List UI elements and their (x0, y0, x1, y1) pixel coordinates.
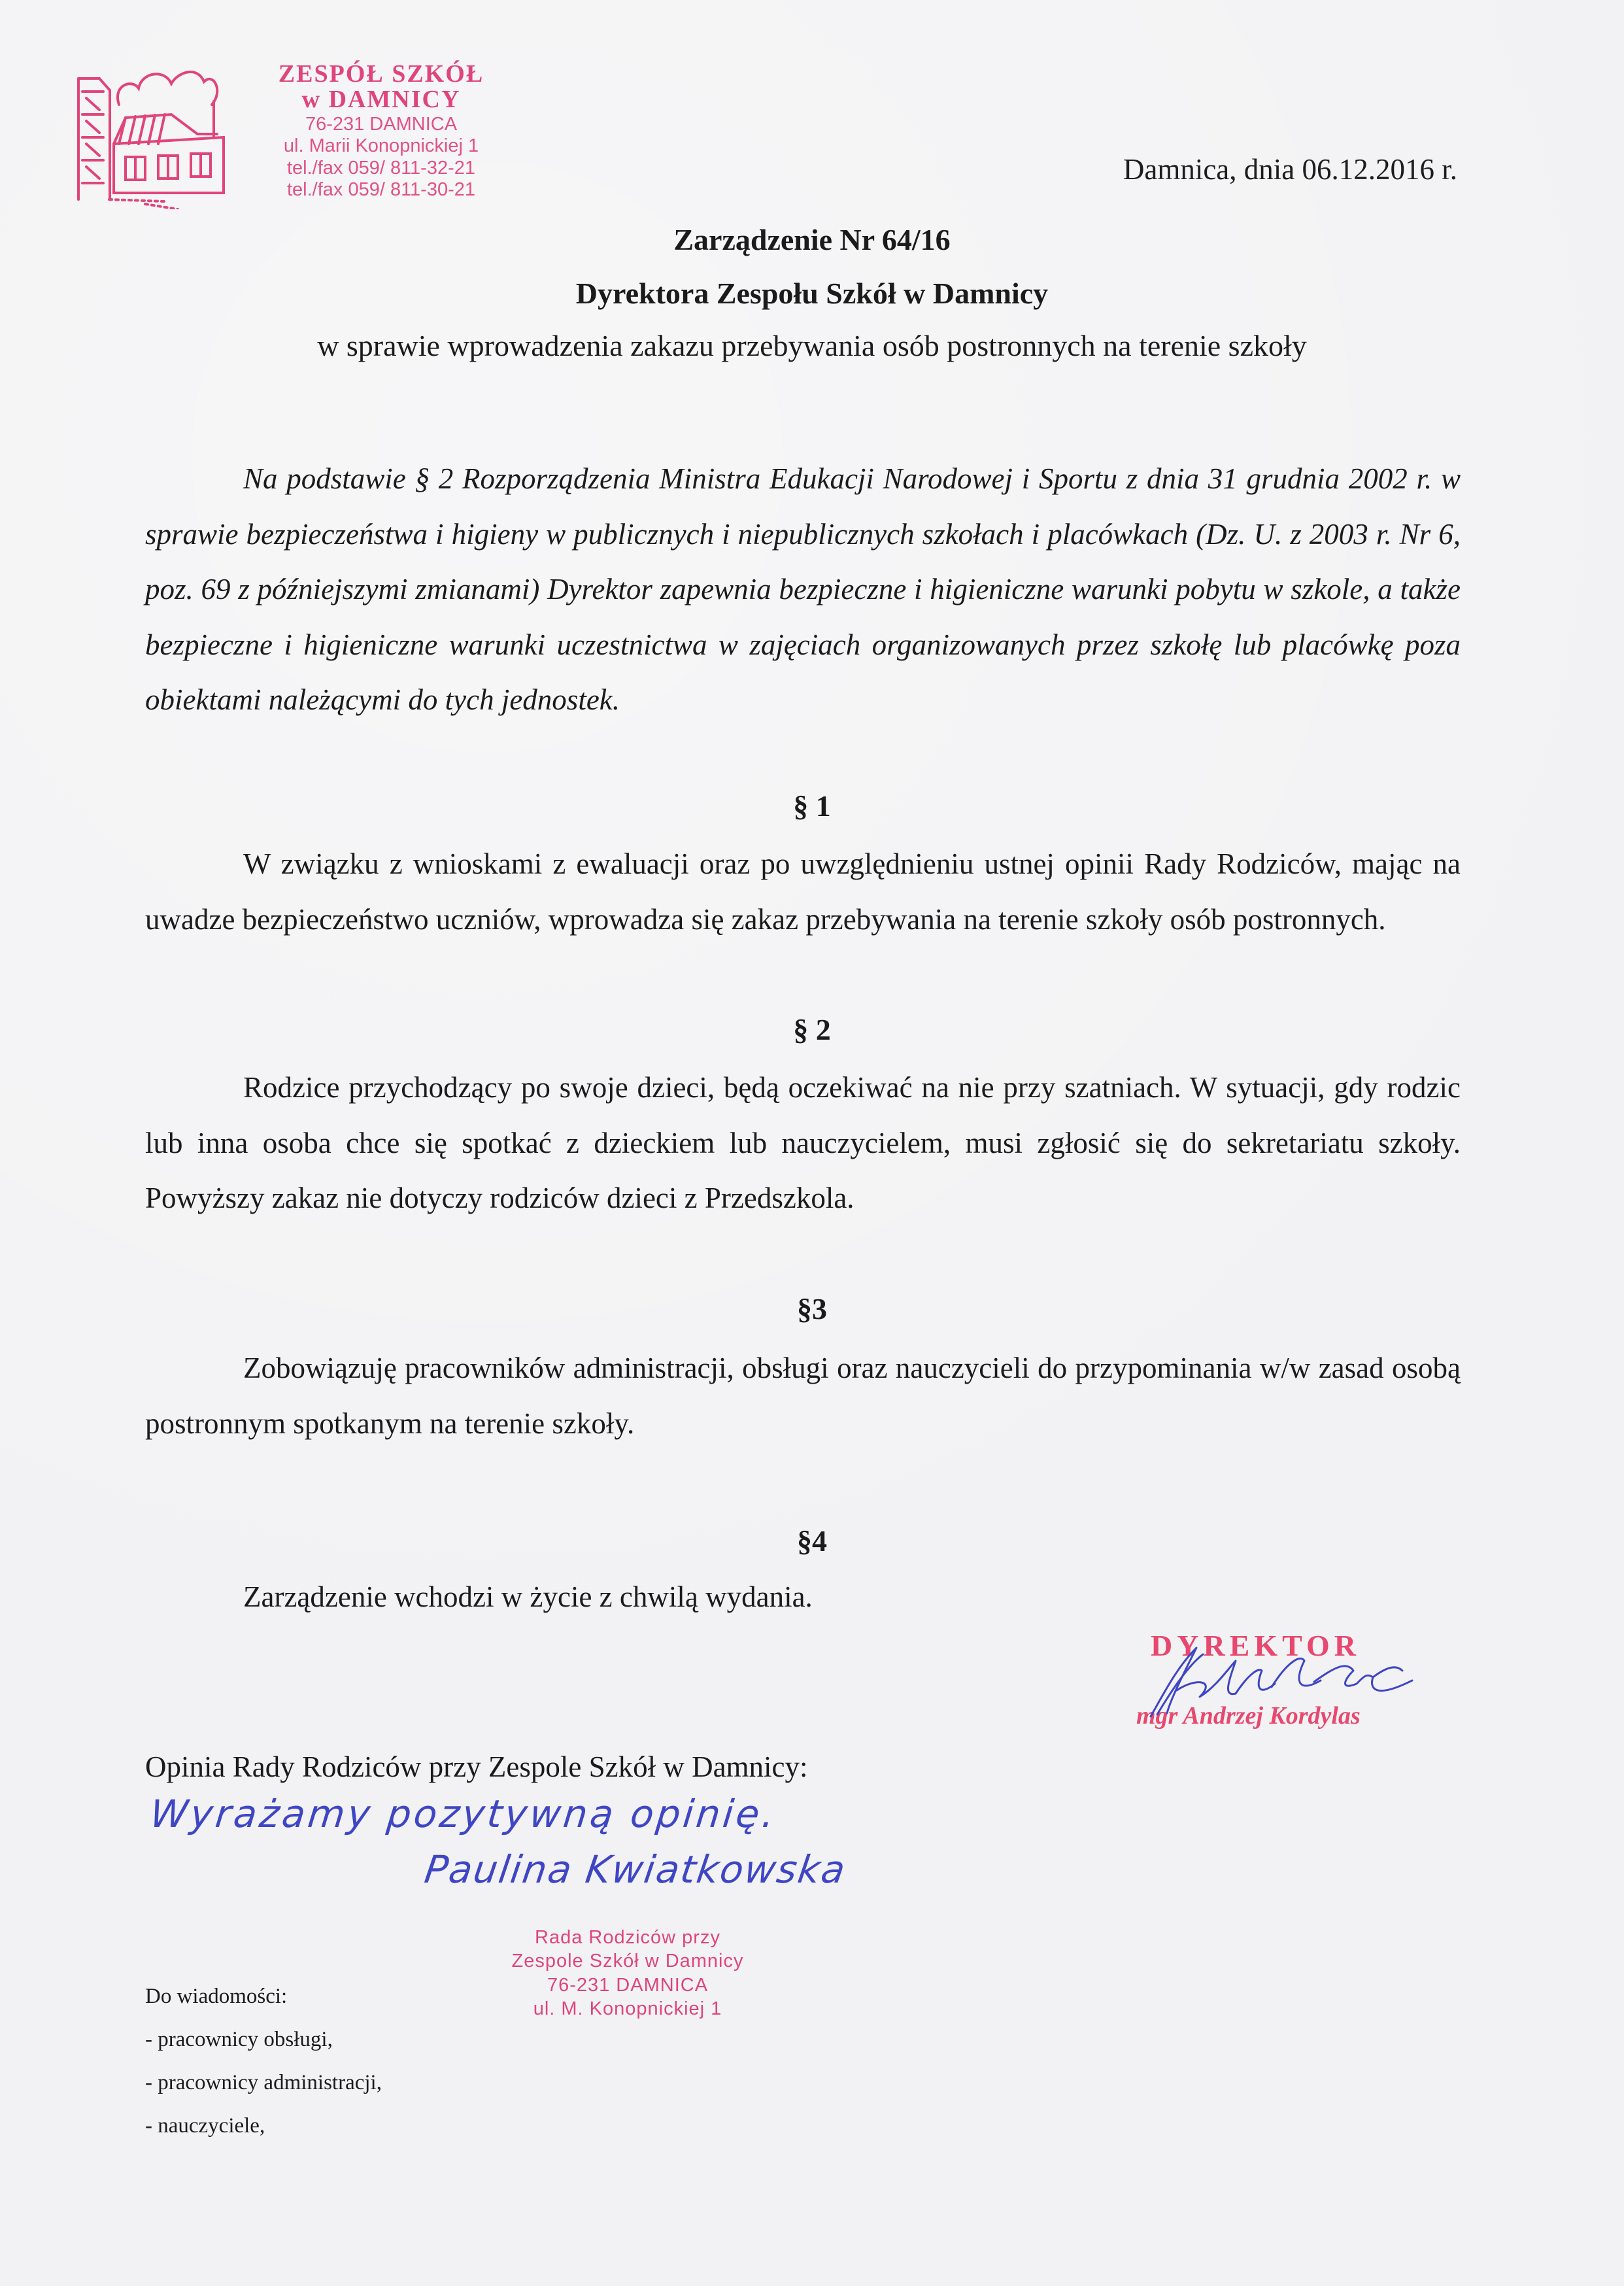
opinion-label: Opinia Rady Rodziców przy Zespole Szkół w Damnicy: (145, 1750, 808, 1783)
stamp-postal: 76-231 DAMNICA (305, 113, 458, 135)
section-3-text: Zobowiązuję pracowników administracji, obsługi oraz nauczycieli do przypominania w/w zasad osobą postronnym spotkanym na terenie szkoły. (145, 1352, 1461, 1440)
council-stamp-line-3: 76-231 DAMNICA (547, 1974, 709, 1996)
parents-council-stamp (484, 1926, 771, 2021)
section-4-text: Zarządzenie wchodzi w życie z chwilą wydania. (243, 1580, 813, 1613)
stamp-phone-2: tel./fax 059/ 811-30-21 (286, 179, 476, 201)
section-3 (145, 1340, 1461, 1451)
school-building-icon (73, 52, 230, 209)
section-4 (145, 1569, 1461, 1625)
council-stamp-line-2: Zespole Szkół w Damnicy (511, 1951, 744, 1972)
document-title: Zarządzenie Nr 64/16 (673, 223, 951, 256)
stamp-phone-1: tel./fax 059/ 811-32-21 (286, 157, 476, 179)
document-issuer: Dyrektora Zespołu Szkół w Damnicy (575, 277, 1049, 310)
director-stamp-title: DYREKTOR (1151, 1629, 1361, 1662)
preamble-text: Na podstawie § 2 Rozporządzenia Ministra Edukacji Narodowej i Sportu z dnia 31 grudnia 2002 r. w sprawie bezpieczeństwa i higieny w publicznych i niepublicznych szkołach i placówkach (Dz. U. z 2003 r. Nr 6, poz. 69 z późniejszymi zmianami) Dyrektor zapewnia bezpieczne i higieniczne warunki pobytu w szkole, a także bezpieczne i higieniczne warunki uczestnictwa w zajęciach organizowanych przez szkołę lub placówkę poza obiektami należącymi do tych jednostek. (145, 462, 1461, 716)
distribution-item: - nauczyciele, (145, 2114, 265, 2138)
preamble (145, 451, 1461, 728)
distribution-title: Do wiadomości: (145, 1985, 288, 2008)
distribution-item: - pracownicy administracji, (145, 2071, 382, 2094)
section-1-text: W związku z wnioskami z ewaluacji oraz po uwzględnieniu ustnej opinii Rady Rodziców, mając na uwadze bezpieczeństwo uczniów, wprowadza się zakaz przebywania na terenie szkoły osób postronnych. (145, 847, 1461, 936)
section-3-heading: §3 (797, 1292, 827, 1325)
distribution-item: - pracownicy obsługi, (145, 2028, 333, 2051)
section-2-text: Rodzice przychodzący po swoje dzieci, będą oczekiwać na nie przy szatniach. W sytuacji, gdy rodzic lub inna osoba chce się spotkać z dzieckiem lub nauczycielem, musi zgłosić się do sekretariatu szkoły. Powyższy zakaz nie dotyczy rodziców dzieci z Przedszkola. (145, 1071, 1461, 1214)
section-2 (145, 1060, 1461, 1226)
distribution-list (145, 1975, 382, 2147)
stamp-school-name: ZESPÓŁ SZKÓŁ (278, 60, 484, 88)
school-stamp-text (234, 61, 528, 200)
section-1-heading: § 1 (793, 789, 831, 823)
handwritten-signature-icon (1138, 1641, 1425, 1720)
section-2-heading: § 2 (793, 1013, 831, 1046)
opinion-handwritten-text: Wyrażamy pozytywną opinię. (148, 1792, 779, 1836)
document-subject: w sprawie wprowadzenia zakazu przebywania osób postronnych na terenie szkoły (317, 329, 1307, 362)
council-stamp-line-4: ul. M. Konopnickiej 1 (533, 1998, 722, 2019)
opinion-handwritten-signature: Paulina Kwiatkowska (422, 1847, 849, 1892)
section-1 (145, 836, 1461, 947)
stamp-street: ul. Marii Konopnickiej 1 (283, 135, 479, 157)
director-stamp-name: mgr Andrzej Kordylas (1136, 1702, 1361, 1730)
council-stamp-line-1: Rada Rodziców przy (535, 1927, 720, 1948)
stamp-school-location: w DAMNICY (301, 85, 461, 113)
document-date: Damnica, dnia 06.12.2016 r. (1123, 153, 1457, 186)
director-stamp (1111, 1628, 1478, 1746)
school-stamp (73, 52, 544, 216)
section-4-heading: §4 (797, 1524, 827, 1558)
